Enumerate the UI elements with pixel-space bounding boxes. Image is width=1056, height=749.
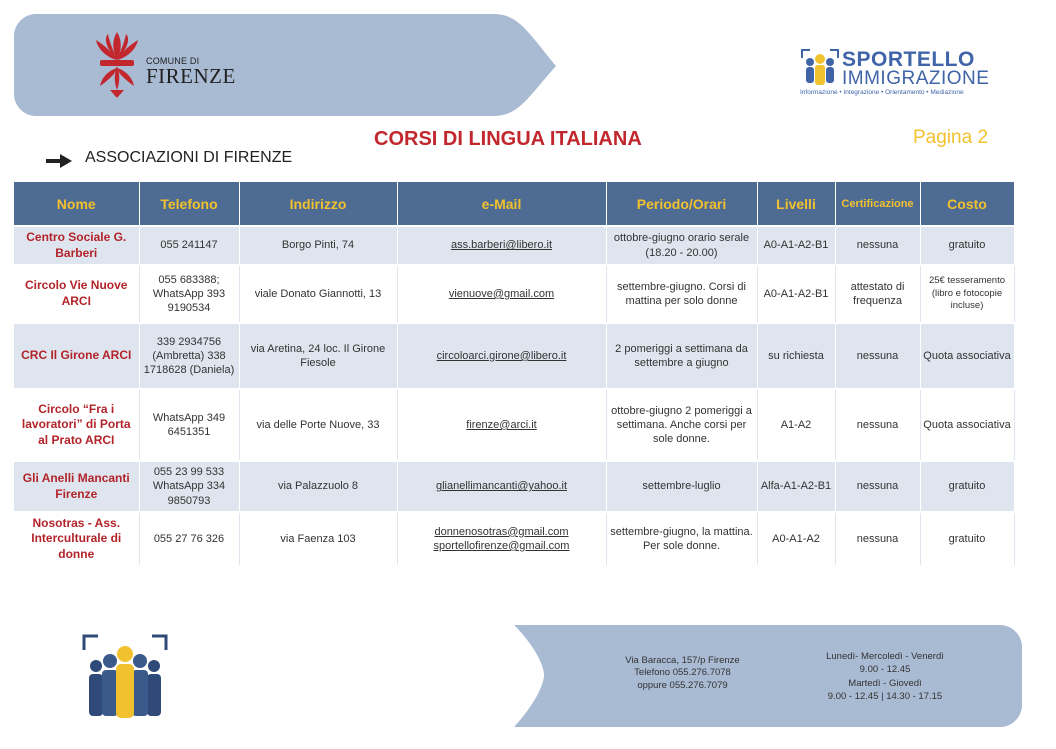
address-cell: viale Donato Giannotti, 13 — [239, 265, 397, 323]
column-header: Periodo/Orari — [606, 182, 757, 226]
email-cell — [397, 389, 606, 461]
column-header: Nome — [14, 182, 139, 226]
immigrazione-word: IMMIGRAZIONE — [842, 68, 990, 89]
name-cell: Circolo Vie Nuove ARCI — [14, 265, 139, 323]
people-group-icon — [800, 48, 840, 88]
certification-cell: nessuna — [835, 226, 920, 265]
hours-time: 9.00 - 12.45 — [859, 664, 911, 676]
period-cell: settembre-luglio — [606, 461, 757, 512]
period-cell: settembre-giugno, la mattina. Per sole donne. — [606, 512, 757, 565]
cost-cell: Quota associativa — [920, 389, 1014, 461]
section-title: ASSOCIAZIONI DI FIRENZE — [85, 149, 293, 166]
table-header-row — [14, 182, 1014, 226]
period-cell: ottobre-giugno orario serale (18.20 - 20.00) — [606, 226, 757, 265]
levels-cell: A1-A2 — [757, 389, 835, 461]
hours-time: 9.00 - 12.45 | 14.30 - 17.15 — [827, 690, 943, 702]
phone-cell: 055 27 76 326 — [139, 512, 239, 565]
sportello-immigrazione-logo — [800, 48, 1000, 100]
sportello-word: SPORTELLO — [842, 48, 975, 71]
sportello-tagline: Informazione • Integrazione • Orientamento • Mediazione — [800, 89, 964, 96]
email-cell — [397, 512, 606, 565]
column-header: Certificazione — [835, 182, 920, 226]
email-link[interactable]: glianellimancanti@yahoo.it — [435, 480, 568, 493]
email-cell — [397, 323, 606, 389]
email-cell — [397, 461, 606, 512]
cost-cell: 25€ tesseramento (libro e fotocopie incluse) — [920, 265, 1014, 323]
table-row — [14, 226, 1014, 265]
period-cell: 2 pomeriggi a settimana da settembre a giugno — [606, 323, 757, 389]
cost-cell: gratuito — [920, 512, 1014, 565]
page-number: Pagina 2 — [913, 127, 989, 148]
levels-cell: A0-A1-A2-B1 — [757, 265, 835, 323]
levels-cell: A0-A1-A2-B1 — [757, 226, 835, 265]
address-cell: via Palazzuolo 8 — [239, 461, 397, 512]
phone-alt-line: oppure 055.276.7079 — [637, 679, 728, 691]
florentine-lily-icon — [90, 30, 144, 100]
email-cell — [397, 265, 606, 323]
column-header: Telefono — [139, 182, 239, 226]
levels-cell: su richiesta — [757, 323, 835, 389]
period-cell: settembre-giugno. Corsi di mattina per solo donne — [606, 265, 757, 323]
name-cell: Gli Anelli Mancanti Firenze — [14, 461, 139, 512]
arrow-right-icon — [46, 154, 72, 168]
levels-cell: A0-A1-A2 — [757, 512, 835, 565]
comune-firenze-logo — [90, 30, 240, 100]
column-header: Indirizzo — [239, 182, 397, 226]
name-cell: CRC Il Girone ARCI — [14, 323, 139, 389]
period-cell: ottobre-giugno 2 pomeriggi a settimana. Anche corsi per sole donne. — [606, 389, 757, 461]
footer-address — [620, 655, 745, 692]
address-cell: via delle Porte Nuove, 33 — [239, 389, 397, 461]
table-row — [14, 389, 1014, 461]
column-header: Costo — [920, 182, 1014, 226]
table-row — [14, 461, 1014, 512]
address-line: Via Baracca, 157/p Firenze — [625, 655, 740, 666]
firenze-label: FIRENZE — [146, 64, 236, 88]
phone-cell: 055 241147 — [139, 226, 239, 265]
column-header: Livelli — [757, 182, 835, 226]
courses-table — [14, 182, 1015, 565]
certification-cell: nessuna — [835, 389, 920, 461]
email-link[interactable]: ass.barberi@libero.it — [450, 239, 553, 252]
phone-cell: 055 683388; WhatsApp 393 9190534 — [139, 265, 239, 323]
phone-cell: WhatsApp 349 6451351 — [139, 389, 239, 461]
comune-label: COMUNE DI — [146, 56, 200, 66]
hours-days: Martedì - Giovedì — [848, 677, 922, 689]
address-cell: Borgo Pinti, 74 — [239, 226, 397, 265]
column-header: e-Mail — [397, 182, 606, 226]
name-cell: Centro Sociale G. Barberi — [14, 226, 139, 265]
email-link[interactable]: donnenosotras@gmail.com — [434, 525, 569, 538]
email-cell — [397, 226, 606, 265]
cost-cell: Quota associativa — [920, 323, 1014, 389]
name-cell: Nosotras - Ass. Interculturale di donne — [14, 512, 139, 565]
email-link[interactable]: vienuove@gmail.com — [448, 287, 555, 300]
phone-cell: 339 2934756 (Ambretta) 338 1718628 (Daniela) — [139, 323, 239, 389]
phone-line: Telefono 055.276.7078 — [634, 667, 731, 679]
cost-cell: gratuito — [920, 461, 1014, 512]
email-link[interactable]: firenze@arci.it — [466, 418, 537, 431]
hours-days: Lunedì- Mercoledì - Venerdì — [826, 651, 944, 662]
phone-cell: 055 23 99 533 WhatsApp 334 9850793 — [139, 461, 239, 512]
address-cell: via Aretina, 24 loc. Il Girone Fiesole — [239, 323, 397, 389]
address-cell: via Faenza 103 — [239, 512, 397, 565]
levels-cell: Alfa-A1-A2-B1 — [757, 461, 835, 512]
certification-cell: nessuna — [835, 461, 920, 512]
table-row — [14, 323, 1014, 389]
people-group-icon — [82, 634, 168, 720]
page-title: CORSI DI LINGUA ITALIANA — [374, 128, 642, 150]
certification-cell: nessuna — [835, 512, 920, 565]
certification-cell: attestato di frequenza — [835, 265, 920, 323]
email-link-secondary[interactable]: sportellofirenze@gmail.com — [433, 540, 570, 552]
name-cell: Circolo “Fra i lavoratori” di Porta al Prato ARCI — [14, 389, 139, 461]
table-row — [14, 512, 1014, 565]
email-link[interactable]: circoloarci.girone@libero.it — [436, 349, 567, 362]
cost-cell: gratuito — [920, 226, 1014, 265]
footer-opening-hours — [800, 650, 970, 703]
certification-cell: nessuna — [835, 323, 920, 389]
table-row — [14, 265, 1014, 323]
